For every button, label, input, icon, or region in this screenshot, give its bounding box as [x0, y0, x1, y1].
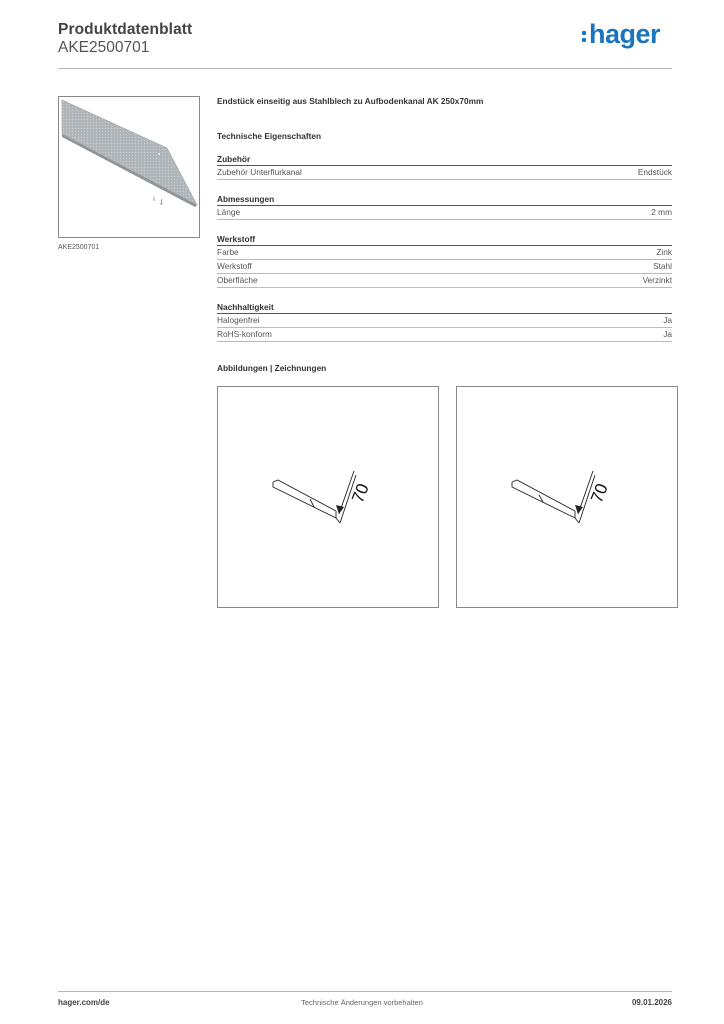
property-group-werkstoff	[217, 234, 672, 288]
property-row	[217, 328, 672, 342]
property-group-abmessungen	[217, 194, 672, 220]
hager-logo	[582, 20, 660, 48]
property-value: Stahl	[653, 261, 672, 271]
group-title: Abmessungen	[217, 194, 672, 206]
product-details	[217, 96, 672, 375]
footer-notice: Technische Änderungen vorbehalten	[301, 998, 423, 1007]
footer-website-link[interactable]: hager.com/de	[58, 998, 110, 1007]
dimension-label: 70	[587, 480, 612, 506]
logo-dots-icon	[582, 31, 586, 42]
property-label: Halogenfrei	[217, 315, 260, 325]
property-value: Ja	[663, 329, 672, 339]
property-group-nachhaltigkeit	[217, 302, 672, 342]
technical-drawing-2	[456, 386, 678, 608]
group-title: Werkstoff	[217, 234, 672, 246]
property-value: Zink	[656, 247, 672, 257]
technical-drawing-1	[217, 386, 439, 608]
header-divider	[58, 68, 672, 69]
property-label: Zubehör Unterflurkanal	[217, 167, 302, 177]
drawings-title: Abbildungen | Zeichnungen	[217, 363, 327, 373]
property-label: Werkstoff	[217, 261, 252, 271]
property-row	[217, 166, 672, 180]
property-value: Verzinkt	[642, 275, 672, 285]
document-title: Produktdatenblatt	[58, 21, 193, 38]
group-title: Nachhaltigkeit	[217, 302, 672, 314]
product-render-icon	[59, 97, 199, 237]
property-label: Länge	[217, 207, 241, 217]
footer-divider	[58, 991, 672, 992]
property-value: 2 mm	[651, 207, 672, 217]
dimension-drawing-icon	[218, 387, 438, 607]
property-label: Oberfläche	[217, 275, 258, 285]
product-code: AKE2500701	[58, 39, 150, 56]
property-label: RoHS-konform	[217, 329, 272, 339]
page-header	[58, 20, 672, 70]
property-row	[217, 260, 672, 274]
product-description: Endstück einseitig aus Stahlblech zu Aufbodenkanal AK 250x70mm	[217, 96, 484, 106]
property-value: Ja	[663, 315, 672, 325]
group-title: Zubehör	[217, 154, 672, 166]
property-row	[217, 206, 672, 220]
property-value: Endstück	[637, 167, 672, 177]
technical-properties-title: Technische Eigenschaften	[217, 131, 322, 141]
footer-date: 09.01.2026	[631, 998, 672, 1007]
dimension-drawing-icon	[457, 387, 677, 607]
image-caption: AKE2500701	[58, 244, 100, 251]
product-image	[58, 96, 200, 238]
property-group-zubehoer	[217, 154, 672, 180]
property-row	[217, 274, 672, 288]
dimension-label: 70	[348, 480, 373, 506]
property-label: Farbe	[217, 247, 239, 257]
logo-text: hager	[588, 19, 660, 49]
property-row	[217, 314, 672, 328]
property-row	[217, 246, 672, 260]
